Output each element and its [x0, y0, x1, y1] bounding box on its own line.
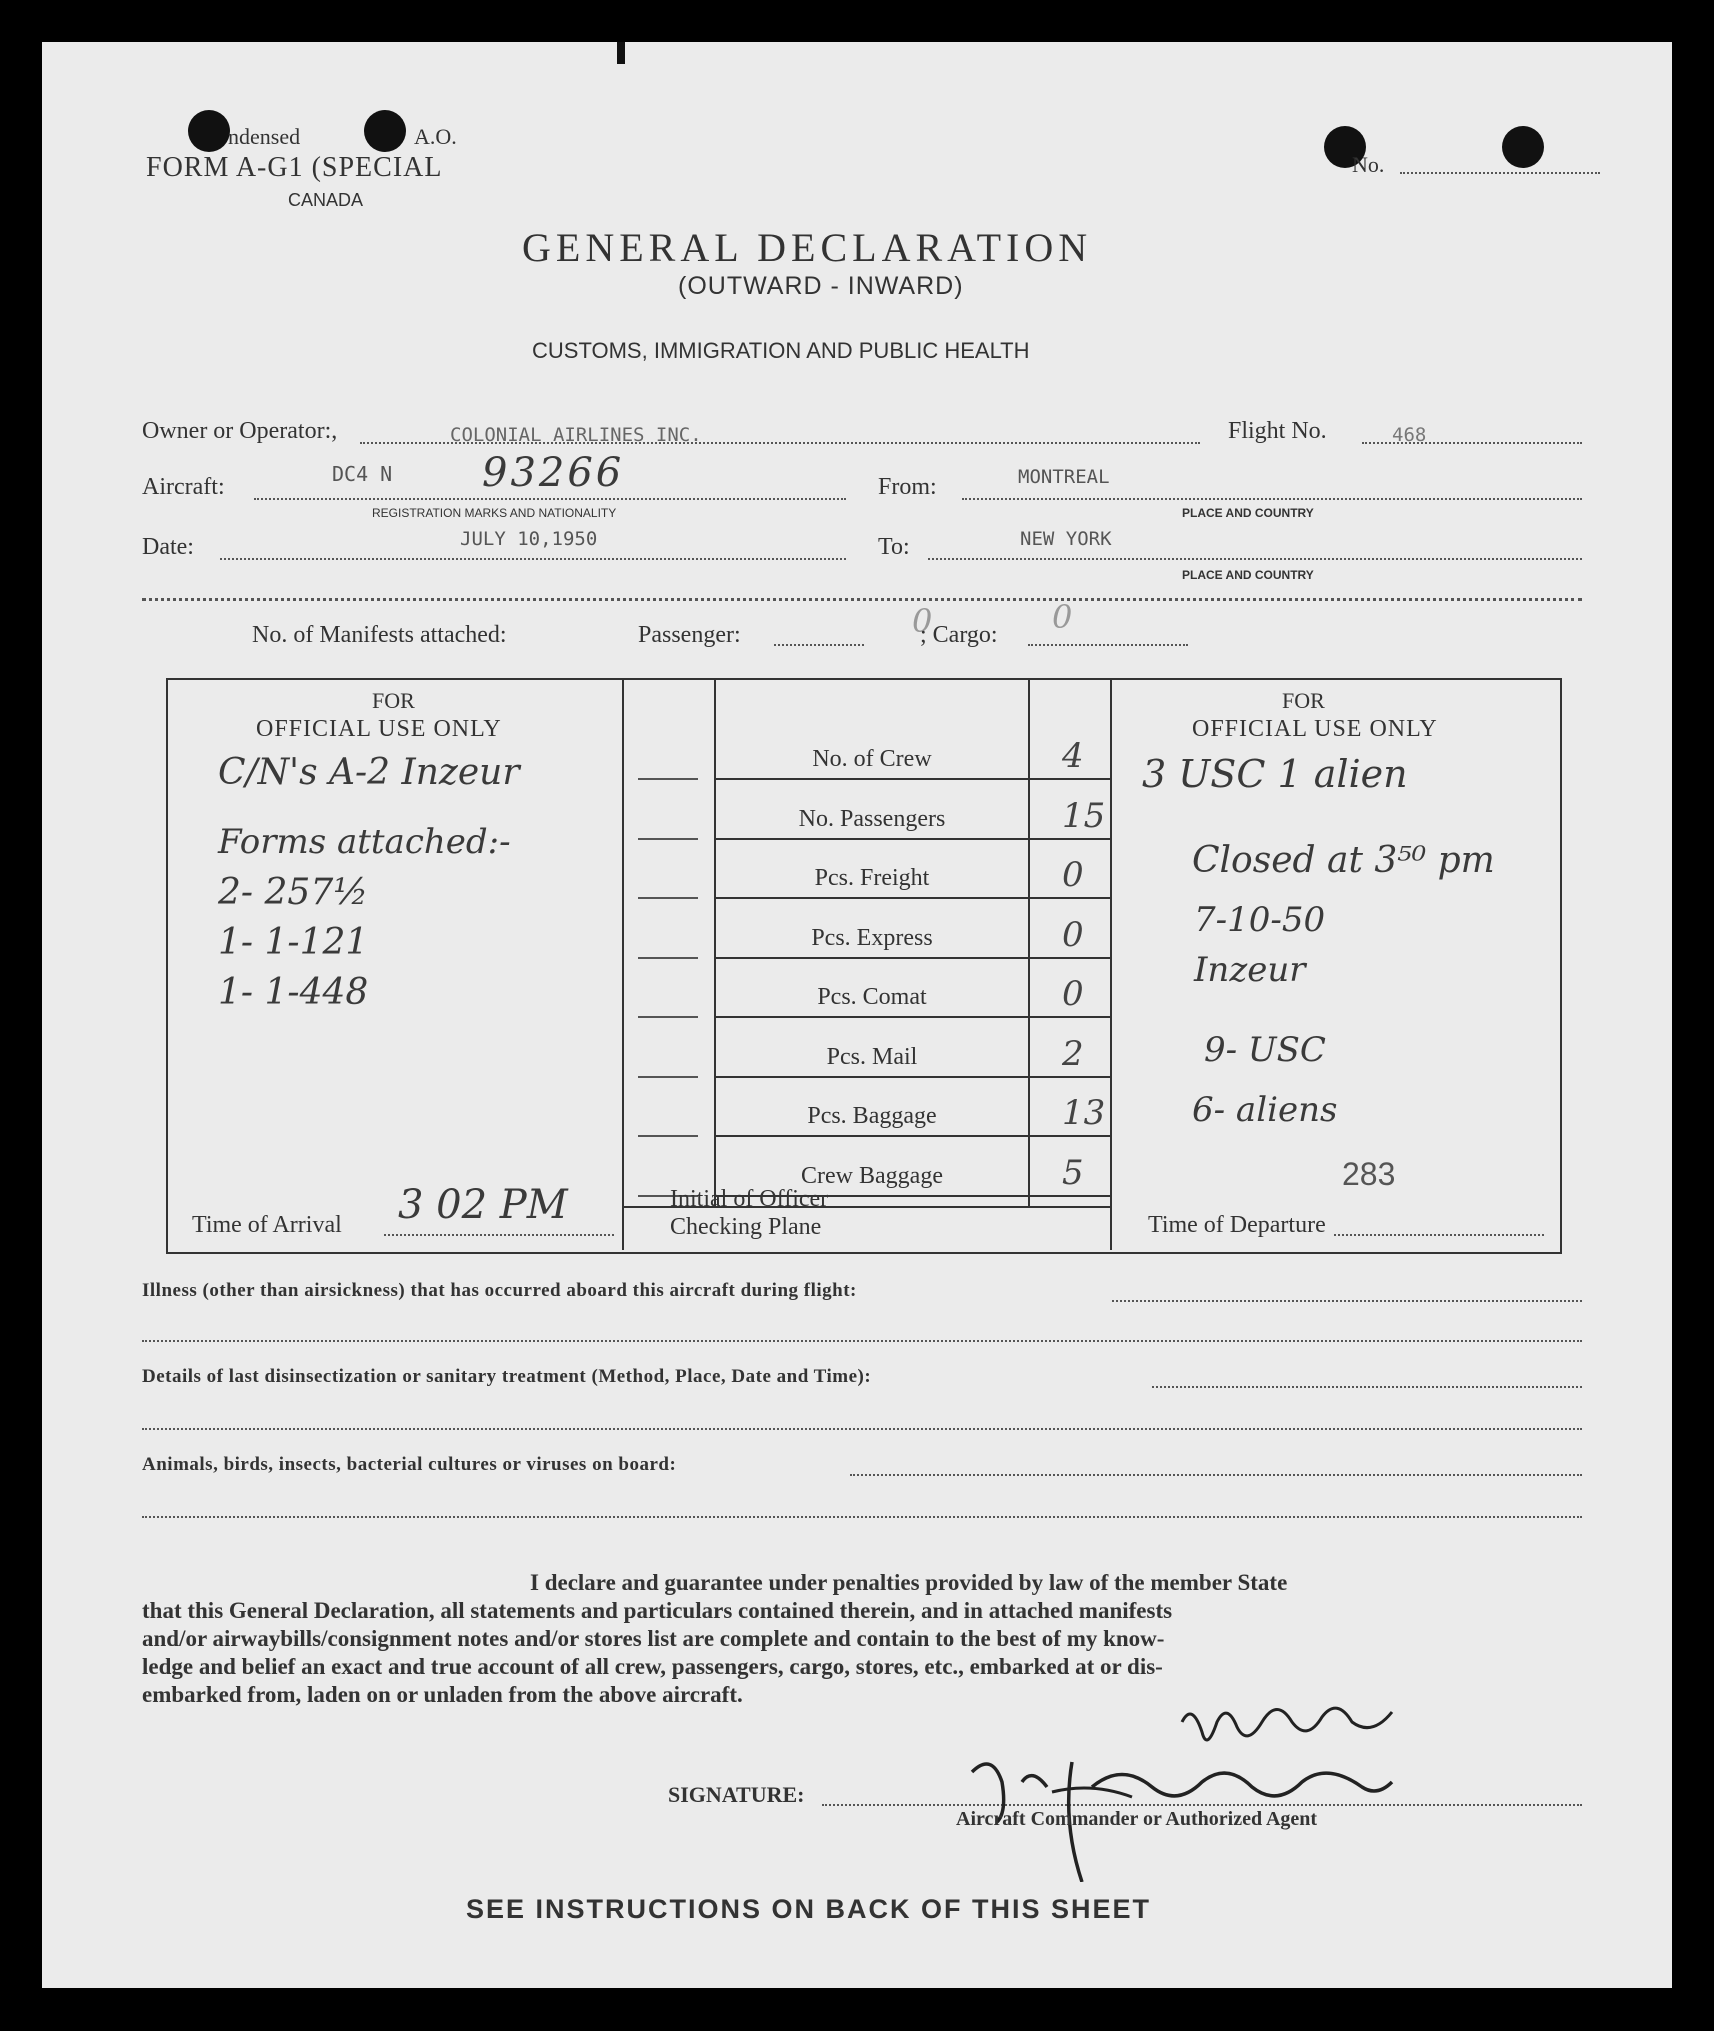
right-note-2: Closed at 3⁵⁰ pm	[1192, 840, 1495, 881]
to-line	[928, 558, 1582, 560]
row-blank-rule	[638, 838, 698, 840]
flight-label: Flight No.	[1228, 418, 1327, 444]
left-header-official: OFFICIAL USE ONLY	[256, 716, 502, 742]
animals-line-1	[850, 1474, 1582, 1476]
row-blank-rule	[638, 1076, 698, 1078]
row-blank-rule	[638, 778, 698, 780]
date-label: Date:	[142, 534, 194, 560]
row-blank-rule	[638, 897, 698, 899]
form-sheet	[42, 42, 1672, 1988]
owner-value: COLONIAL AIRLINES INC.	[450, 424, 702, 446]
left-note-3: 2- 257½	[218, 872, 369, 913]
row-label: Pcs. Comat	[817, 984, 927, 1010]
form-country: CANADA	[288, 190, 364, 210]
from-label: From:	[878, 474, 937, 500]
left-note-4: 1- 1-121	[218, 922, 369, 963]
cargo-label: ; Cargo:	[920, 622, 998, 648]
top-mark	[617, 42, 625, 64]
punch-hole-left-2	[364, 110, 406, 152]
table-divider-1	[622, 678, 624, 1250]
row-label: Pcs. Express	[811, 924, 933, 951]
declaration-line-5: embarked from, laden on or unladen from the above aircraft.	[142, 1682, 743, 1707]
row-label: Pcs. Freight	[814, 865, 930, 891]
declaration-line-2: that this General Declaration, all statements and particulars contained therein, and in attached manifests	[142, 1598, 1173, 1623]
declaration-line-3: and/or airwaybills/consignment notes and/or stores list are complete and contain to the best of my know-	[142, 1626, 1165, 1651]
right-header-official: OFFICIAL USE ONLY	[1192, 716, 1438, 742]
time-arrival-value: 3 02 PM	[398, 1182, 568, 1228]
disinsection-line-2	[142, 1428, 1582, 1430]
document-title: GENERAL DECLARATION	[522, 225, 1093, 270]
declaration-line-4: ledge and belief an exact and true account of all crew, passengers, cargo, stores, etc., embarked at or dis-	[142, 1654, 1163, 1679]
signature-caption: Aircraft Commander or Authorized Agent	[956, 1808, 1318, 1830]
passenger-line	[774, 644, 864, 646]
table-divider-4	[1110, 678, 1112, 1250]
form-number-label: No.	[1352, 152, 1385, 177]
form-condensed-label: ndensed	[228, 124, 301, 149]
row-label: Crew Baggage	[801, 1162, 943, 1189]
row-value: 4	[1062, 736, 1084, 776]
passenger-label: Passenger:	[638, 622, 741, 648]
aircraft-prefix: DC4 N	[332, 462, 393, 486]
illness-line-1	[1112, 1300, 1582, 1302]
right-note-1: 3 USC 1 alien	[1142, 752, 1408, 796]
row-label: Pcs. Baggage	[807, 1103, 937, 1129]
disinsection-line-1	[1152, 1386, 1582, 1388]
aircraft-label: Aircraft:	[142, 474, 225, 500]
date-line	[220, 558, 846, 560]
to-caption: PLACE AND COUNTRY	[1182, 568, 1314, 582]
declaration-line-1: I declare and guarantee under penalties provided by law of the member State	[530, 1570, 1288, 1595]
row-rule	[714, 838, 1110, 840]
time-departure-label: Time of Departure	[1148, 1212, 1326, 1238]
document-services: CUSTOMS, IMMIGRATION AND PUBLIC HEALTH	[532, 338, 1030, 363]
registration-caption: REGISTRATION MARKS AND NATIONALITY	[372, 506, 617, 520]
row-value: 13	[1062, 1093, 1106, 1133]
right-header-for: FOR	[1282, 688, 1325, 713]
punch-hole-left-1	[188, 110, 230, 152]
row-rule	[714, 1016, 1110, 1018]
signature-image	[942, 1692, 1462, 1882]
time-departure-line	[1334, 1234, 1544, 1236]
animals-line-2	[142, 1516, 1582, 1518]
animals-question: Animals, birds, insects, bacterial cultures or viruses on board:	[142, 1454, 677, 1475]
aircraft-registration: 93266	[482, 450, 625, 496]
cargo-line	[1028, 644, 1188, 646]
separator-line	[142, 598, 1582, 601]
officer-label-1: Initial of Officer	[670, 1186, 829, 1212]
form-ao-label: A.O.	[414, 124, 457, 149]
time-arrival-label: Time of Arrival	[192, 1212, 342, 1238]
flight-value: 468	[1392, 424, 1427, 446]
row-rule	[714, 778, 1110, 780]
time-arrival-line	[384, 1234, 614, 1236]
cargo-value: 0	[1052, 598, 1073, 636]
right-note-4: Inzeur	[1194, 950, 1306, 990]
form-number-line	[1400, 172, 1600, 174]
row-value: 0	[1062, 974, 1084, 1014]
signature-label: SIGNATURE:	[668, 1782, 805, 1807]
row-blank-rule	[638, 957, 698, 959]
officer-label-2: Checking Plane	[670, 1214, 822, 1240]
aircraft-line	[254, 498, 846, 500]
form-id: FORM A-G1 (SPECIAL	[146, 152, 443, 183]
right-note-3: 7-10-50	[1194, 900, 1326, 940]
right-note-5: 9- USC	[1204, 1030, 1326, 1070]
from-line	[962, 498, 1582, 500]
to-value: NEW YORK	[1020, 528, 1112, 550]
from-caption: PLACE AND COUNTRY	[1182, 506, 1314, 520]
row-label: No. Passengers	[798, 805, 946, 832]
document-subtitle: (OUTWARD - INWARD)	[678, 272, 964, 300]
row-value: 15	[1062, 795, 1106, 836]
row-rule	[714, 957, 1110, 959]
footer-instructions: SEE INSTRUCTIONS ON BACK OF THIS SHEET	[466, 1894, 1152, 1924]
left-note-5: 1- 1-448	[218, 972, 369, 1013]
to-label: To:	[878, 534, 910, 560]
row-value: 5	[1062, 1152, 1084, 1193]
passenger-value: 0	[912, 602, 933, 640]
right-number: 283	[1342, 1156, 1396, 1192]
owner-label: Owner or Operator:,	[142, 418, 338, 444]
manifests-label: No. of Manifests attached:	[252, 622, 507, 648]
row-blank-rule	[638, 1135, 698, 1137]
illness-question: Illness (other than airsickness) that has occurred aboard this aircraft during flight:	[142, 1280, 857, 1301]
punch-hole-right-2	[1502, 126, 1544, 168]
illness-line-2	[142, 1340, 1582, 1342]
row-label: No. of Crew	[812, 746, 932, 772]
from-value: MONTREAL	[1018, 466, 1110, 488]
left-note-2: Forms attached:-	[218, 822, 511, 862]
date-value: JULY 10,1950	[460, 528, 598, 550]
row-rule	[714, 897, 1110, 899]
row-value: 2	[1062, 1033, 1084, 1074]
row-value: 0	[1062, 914, 1084, 955]
row-value: 0	[1062, 855, 1084, 895]
row-rule	[714, 1135, 1110, 1137]
right-note-6: 6- aliens	[1192, 1090, 1338, 1130]
left-header-for: FOR	[372, 688, 415, 713]
disinsection-question: Details of last disinsectization or sanitary treatment (Method, Place, Date and Time):	[142, 1366, 872, 1387]
row-blank-rule	[638, 1016, 698, 1018]
row-rule	[714, 1076, 1110, 1078]
left-note-1: C/N's A-2 Inzeur	[218, 752, 520, 793]
row-label: Pcs. Mail	[826, 1043, 918, 1070]
table-divider-3	[1028, 678, 1030, 1208]
